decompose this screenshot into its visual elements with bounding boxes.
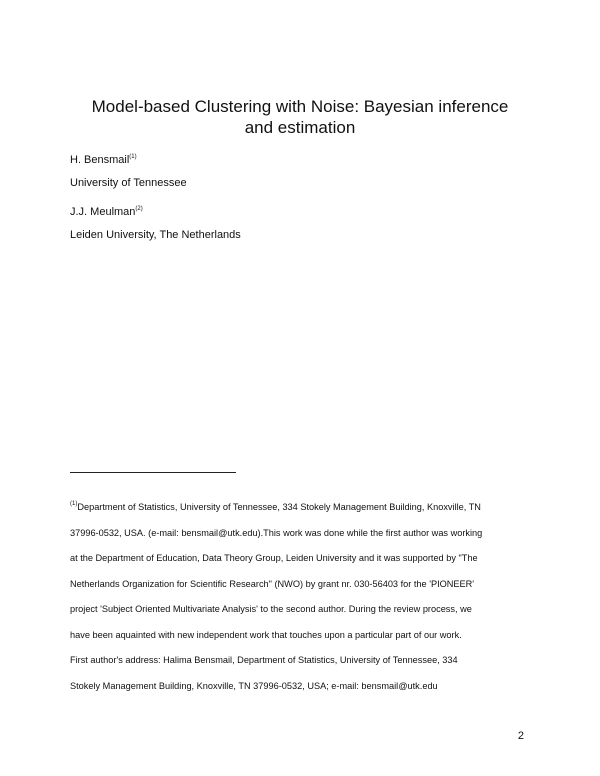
footnote xyxy=(70,492,530,699)
footnote-line-7: First author's address: Halima Bensmail, Department of Statistics, University of Tennessee, 334 xyxy=(70,655,458,665)
footnote-line-5: project 'Subject Oriented Multivariate Analysis' to the second author. During the review process, we xyxy=(70,604,472,614)
footnote-line-6: have been aquainted with new independent work that touches upon a particular part of our work. xyxy=(70,629,462,640)
author-1-name: H. Bensmail xyxy=(70,154,130,166)
author-1-affiliation: University of Tennessee xyxy=(70,177,187,189)
paper-title: Model-based Clustering with Noise: Bayesian inference and estimation xyxy=(91,97,509,137)
author-2-name: J.J. Meulman xyxy=(70,206,136,218)
author-1-marker: (1) xyxy=(129,154,137,160)
footnote-line-1-text: Department of Statistics, University of Tennessee, 334 Stokely Management Building, Knoxville, TN xyxy=(77,502,481,512)
author-1-line xyxy=(70,150,137,167)
page-number: 2 xyxy=(517,730,524,742)
author-2-affiliation: Leiden University, The Netherlands xyxy=(70,229,241,241)
footnote-line-4: Netherlands Organization for Scientific Research" (NWO) by grant nr. 030-56403 for the 'PIONEER' xyxy=(70,578,475,589)
footnote-line-2: 37996-0532, USA. (e-mail: bensmail@utk.edu).This work was done while the first author was working xyxy=(70,527,483,538)
footnote-marker: (1) xyxy=(70,501,78,507)
footnote-separator xyxy=(70,472,236,473)
footnote-line-3: at the Department of Education, Data Theory Group, Leiden University and it was supported by "The xyxy=(70,553,478,563)
author-2-marker: (2) xyxy=(135,206,143,212)
footnote-line-8: Stokely Management Building, Knoxville, TN 37996-0532, USA; e-mail: bensmail@utk.edu xyxy=(70,680,438,691)
footnote-line-1 xyxy=(70,492,530,521)
author-2-line xyxy=(70,202,143,219)
